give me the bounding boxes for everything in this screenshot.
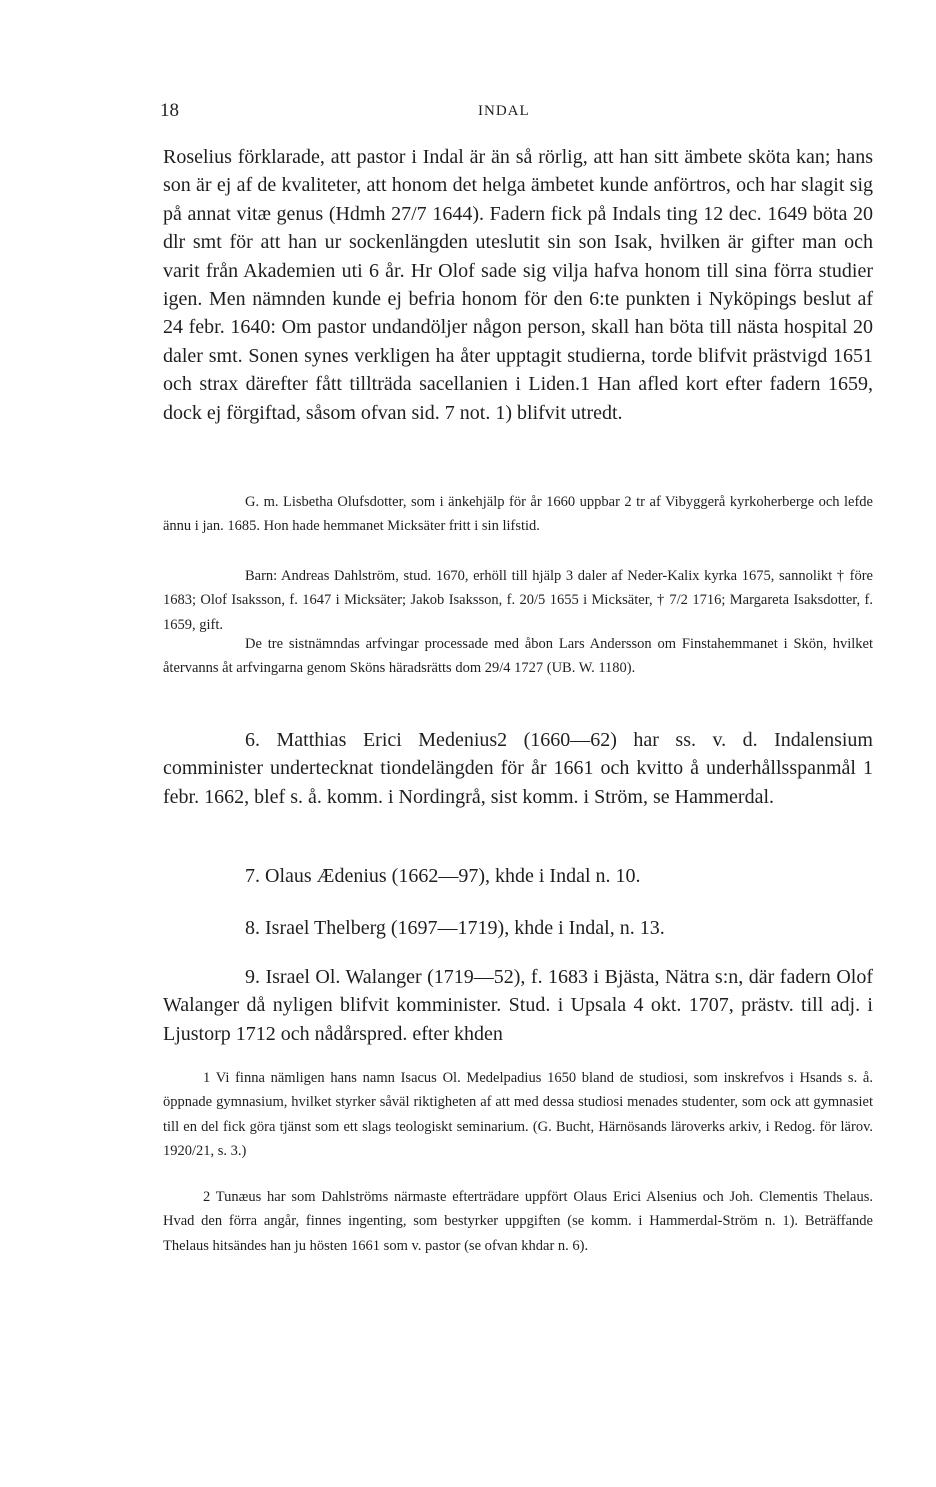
footnote-1-text: 1 Vi finna nämligen hans namn Isacus Ol. Medelpadius 1650 bland de studiosi, som inskrefvos i Hsands s. å. öppnade gymnasium, hvilket styrker såväl riktigheten af att med dessa studiosi menades studenter, som ock att gymnasiet till en del fick göra tjänst som ett slags teologiskt seminarium. (G. Bucht, Härnösands läroverks arkiv, i Redog. för lärov. 1920/21, s. 3.)	[163, 1070, 873, 1160]
entry-6-text: 6. Matthias Erici Medenius2 (1660—62) har ss. v. d. Indalensium comminister undertecknat tiondelängden för år 1661 och kvitto å underhållsspanmål 1 febr. 1662, blef s. å. komm. i Nordingrå, sist komm. i Ström, se Hammerdal.	[163, 729, 873, 808]
running-head: INDAL	[478, 103, 530, 119]
entry-7-text: 7. Olaus Ædenius (1662—97), khde i Indal n. 10.	[245, 865, 641, 887]
entry-6-medenius	[163, 726, 873, 811]
entry-9-walanger	[163, 963, 873, 1048]
entry-9-text: 9. Israel Ol. Walanger (1719—52), f. 1683 i Bjästa, Nätra s:n, där fadern Olof Walanger då nyligen blifvit komminister. Stud. i Upsala 4 okt. 1707, prästv. till adj. i Ljustorp 1712 och nådårspred. efter khden	[163, 966, 873, 1045]
paragraph-roselius	[163, 143, 873, 427]
entry-8-text: 8. Israel Thelberg (1697—1719), khde i Indal, n. 13.	[245, 917, 665, 939]
paragraph-children	[163, 564, 873, 637]
main-paragraph-text: Roselius förklarade, att pastor i Indal är än så rörlig, att han sitt ämbete sköta kan; hans son är ej af de kvaliteter, att honom det helga ämbetet kunde anförtros, och har slagit sig på annat vitæ genus (Hdmh 27/7 1644). Fadern fick på Indals ting 12 dec. 1649 böta 20 dlr smt för att han ur sockenlängden uteslutit sin son Isak, hvilken är gifter man och varit från Akademien uti 6 år. Hr Olof sade sig vilja hafva honom till sina förra studier igen. Men nämnden kunde ej befria honom för den 6:te punkten i Nyköpings beslut af 24 febr. 1640: Om pastor undandöljer någon person, skall han böta till nästa hospital 20 daler smt. Sonen synes verkligen ha åter upptagit studierna, torde blifvit prästvigd 1651 och strax därefter fått tillträda sacellanien i Liden.1 Han afled kort efter fadern 1659, dock ej förgiftad, såsom ofvan sid. 7 not. 1) blifvit utredt.	[163, 146, 873, 424]
entry-8-thelberg	[163, 914, 873, 942]
heirs-paragraph-text: De tre sistnämndas arfvingar processade med åbon Lars Andersson om Finstahemmanet i Skön, hvilket återvanns åt arfvingarna genom Sköns häradsrätts dom 29/4 1727 (UB. W. 1180).	[163, 636, 873, 677]
footnote-2	[163, 1185, 873, 1258]
wife-paragraph-text: G. m. Lisbetha Olufsdotter, som i änkehjälp för år 1660 uppbar 2 tr af Vibyggerå kyrkoherberge och lefde ännu i jan. 1685. Hon hade hemmanet Micksäter fritt i sin lifstid.	[163, 494, 873, 535]
paragraph-lisbetha	[163, 490, 873, 539]
page-header	[160, 100, 780, 126]
page-number: 18	[160, 100, 179, 121]
entry-7-aedenius	[163, 862, 873, 890]
footnote-2-text: 2 Tunæus har som Dahlströms närmaste efterträdare uppfört Olaus Erici Alsenius och Joh. Clementis Thelaus. Hvad den förra angår, finnes ingenting, som bestyrker uppgiften (se komm. i Hammerdal-Ström n. 1). Beträffande Thelaus hitsändes han ju hösten 1661 som v. pastor (se ofvan khdar n. 6).	[163, 1189, 873, 1254]
paragraph-heirs	[163, 632, 873, 681]
children-paragraph-text: Barn: Andreas Dahlström, stud. 1670, erhöll till hjälp 3 daler af Neder-Kalix kyrka 1675, sannolikt † före 1683; Olof Isaksson, f. 1647 i Micksäter; Jakob Isaksson, f. 20/5 1655 i Micksäter, † 7/2 1716; Margareta Isaksdotter, f. 1659, gift.	[163, 568, 873, 633]
footnote-1	[163, 1066, 873, 1164]
